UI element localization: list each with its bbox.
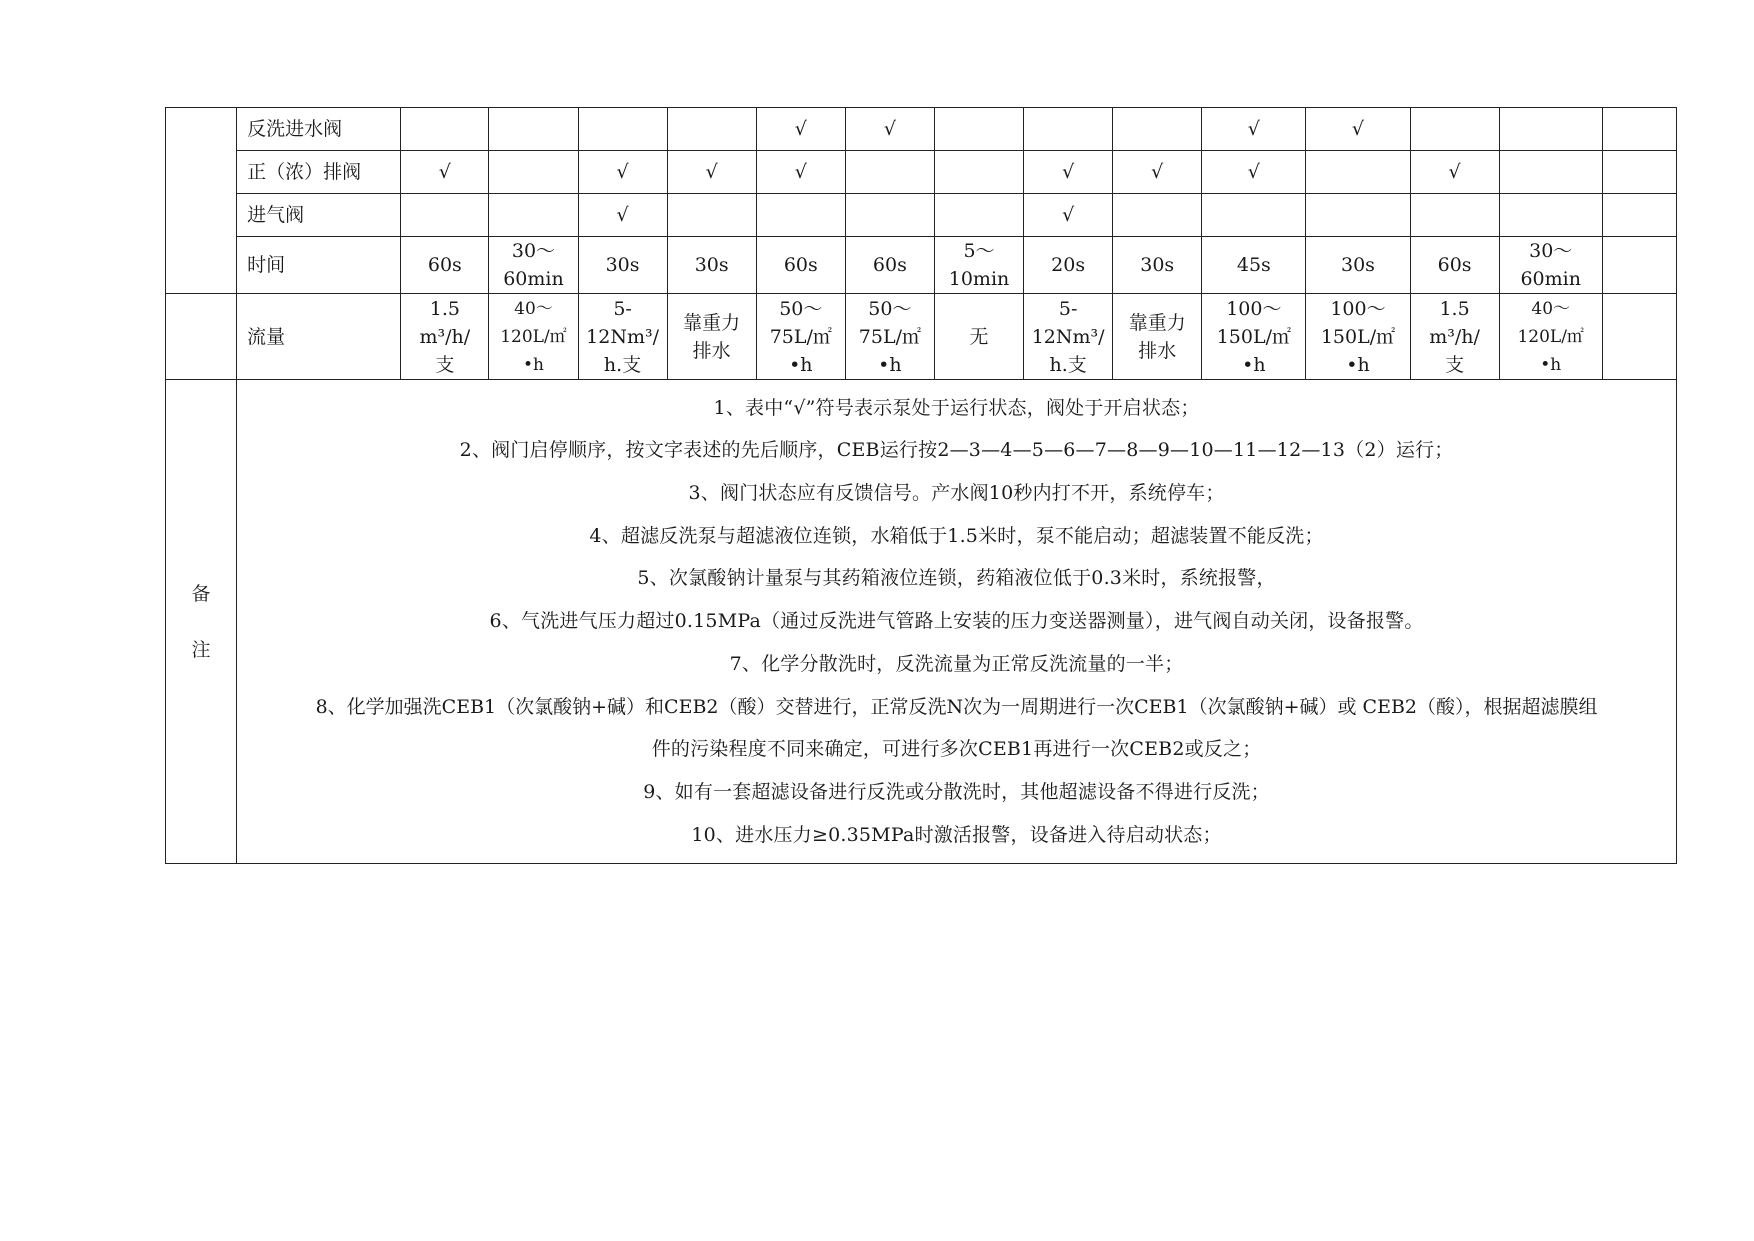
table-cell: 30s xyxy=(1306,237,1410,294)
table-row xyxy=(166,237,1677,294)
table-cell: 靠重力 排水 xyxy=(667,294,756,380)
table-cell xyxy=(1306,151,1410,194)
note-item: 3、阀门状态应有反馈信号。产水阀10秒内打不开，系统停车； xyxy=(688,482,1225,505)
note-item: 5、次氯酸钠计量泵与其药箱液位连锁，药箱液位低于0.3米时，系统报警， xyxy=(637,567,1276,590)
table-cell: 30～ 60min xyxy=(1499,237,1602,294)
table-cell xyxy=(1410,108,1499,151)
table-row xyxy=(166,151,1677,194)
row-label: 进气阀 xyxy=(237,194,401,237)
table-cell: 5～ 10min xyxy=(934,237,1023,294)
table-cell: 50～ 75L/㎡ •h xyxy=(845,294,934,380)
table-cell: 1.5 m³/h/ 支 xyxy=(1410,294,1499,380)
table-cell xyxy=(1113,108,1202,151)
table-cell: 20s xyxy=(1024,237,1113,294)
table-cell xyxy=(934,108,1023,151)
table-cell: 50～ 75L/㎡ •h xyxy=(756,294,845,380)
note-item: 8、化学加强洗CEB1（次氯酸钠+碱）和CEB2（酸）交替进行，正常反洗N次为一周期进行一次CEB1（次氯酸钠+碱）或 CEB2（酸），根据超滤膜组 xyxy=(315,695,1598,718)
table-cell: √ xyxy=(578,194,667,237)
table-cell: √ xyxy=(1410,151,1499,194)
table-cell xyxy=(1024,108,1113,151)
table-cell: √ xyxy=(1306,108,1410,151)
table-cell xyxy=(489,151,578,194)
table-cell xyxy=(1202,194,1306,237)
table-cell: √ xyxy=(845,108,934,151)
table-cell: √ xyxy=(1113,151,1202,194)
row-label: 时间 xyxy=(237,237,401,294)
table-cell xyxy=(667,194,756,237)
table-cell xyxy=(1602,237,1676,294)
table-cell xyxy=(934,194,1023,237)
table-cell: 30～ 60min xyxy=(489,237,578,294)
table-cell xyxy=(578,108,667,151)
table-cell xyxy=(756,194,845,237)
table-cell xyxy=(1113,194,1202,237)
table-cell: √ xyxy=(1202,108,1306,151)
table-cell: √ xyxy=(578,151,667,194)
table-cell: 无 xyxy=(934,294,1023,380)
note-item: 9、如有一套超滤设备进行反洗或分散洗时，其他超滤设备不得进行反洗； xyxy=(643,780,1270,803)
table-cell xyxy=(1602,108,1676,151)
notes-header: 备 注 xyxy=(166,380,237,864)
table-cell: 30s xyxy=(667,237,756,294)
table-cell: √ xyxy=(1024,194,1113,237)
table-cell: 1.5 m³/h/ 支 xyxy=(401,294,489,380)
table-row xyxy=(166,294,1677,380)
table-cell: √ xyxy=(756,108,845,151)
table-cell: 5- 12Nm³/ h.支 xyxy=(578,294,667,380)
table-cell xyxy=(401,108,489,151)
table-cell: 30s xyxy=(578,237,667,294)
table-cell xyxy=(1602,151,1676,194)
table-cell: √ xyxy=(1202,151,1306,194)
table-cell xyxy=(1499,194,1602,237)
table-cell: 60s xyxy=(401,237,489,294)
table-cell xyxy=(845,151,934,194)
table-cell xyxy=(1410,194,1499,237)
table-cell: 靠重力 排水 xyxy=(1113,294,1202,380)
table-cell xyxy=(1602,294,1676,380)
table-cell xyxy=(934,151,1023,194)
table-cell: 45s xyxy=(1202,237,1306,294)
table-cell xyxy=(667,108,756,151)
note-item: 4、超滤反洗泵与超滤液位连锁，水箱低于1.5米时，泵不能启动；超滤装置不能反洗； xyxy=(589,524,1324,547)
table-cell: 5- 12Nm³/ h.支 xyxy=(1024,294,1113,380)
table-cell: √ xyxy=(1024,151,1113,194)
note-item: 7、化学分散洗时，反洗流量为正常反洗流量的一半； xyxy=(729,652,1184,675)
note-item: 6、气洗进气压力超过0.15MPa（通过反洗进气管路上安装的压力变送器测量），进气阀自动关闭，设备报警。 xyxy=(489,610,1424,633)
table-cell xyxy=(489,108,578,151)
notes-body xyxy=(237,380,1677,864)
note-item: 1、表中“√”符号表示泵处于运行状态，阀处于开启状态； xyxy=(713,396,1200,419)
table-cell xyxy=(1499,151,1602,194)
table-cell: 40～ 120L/㎡ •h xyxy=(489,294,578,380)
note-item: 2、阀门启停顺序，按文字表述的先后顺序，CEB运行按2—3—4—5—6—7—8—9—10—11—12—13（2）运行； xyxy=(459,439,1454,462)
note-item: 件的污染程度不同来确定，可进行多次CEB1再进行一次CEB2或反之； xyxy=(651,738,1262,761)
table-cell: 40～ 120L/㎡ •h xyxy=(1499,294,1602,380)
table-cell xyxy=(489,194,578,237)
table-cell: 100～ 150L/㎡ •h xyxy=(1306,294,1410,380)
table-cell: 60s xyxy=(756,237,845,294)
table-cell: √ xyxy=(667,151,756,194)
row-label: 流量 xyxy=(237,294,401,380)
table-cell: 30s xyxy=(1113,237,1202,294)
table-cell: √ xyxy=(401,151,489,194)
table-cell xyxy=(401,194,489,237)
table-cell xyxy=(1306,194,1410,237)
note-item: 10、进水压力≥0.35MPa时激活报警，设备进入待启动状态； xyxy=(691,823,1222,846)
table-cell: 100～ 150L/㎡ •h xyxy=(1202,294,1306,380)
table-row xyxy=(166,108,1677,151)
table-cell: 60s xyxy=(1410,237,1499,294)
table-row xyxy=(166,194,1677,237)
table-cell: 60s xyxy=(845,237,934,294)
row-label: 反洗进水阀 xyxy=(237,108,401,151)
group-cell-empty xyxy=(166,294,237,380)
table-cell xyxy=(1602,194,1676,237)
group-cell-empty xyxy=(166,108,237,294)
table-cell: √ xyxy=(756,151,845,194)
notes-row xyxy=(166,380,1677,864)
valve-sequence-table xyxy=(165,107,1677,864)
row-label: 正（浓）排阀 xyxy=(237,151,401,194)
table-cell xyxy=(845,194,934,237)
table-cell xyxy=(1499,108,1602,151)
